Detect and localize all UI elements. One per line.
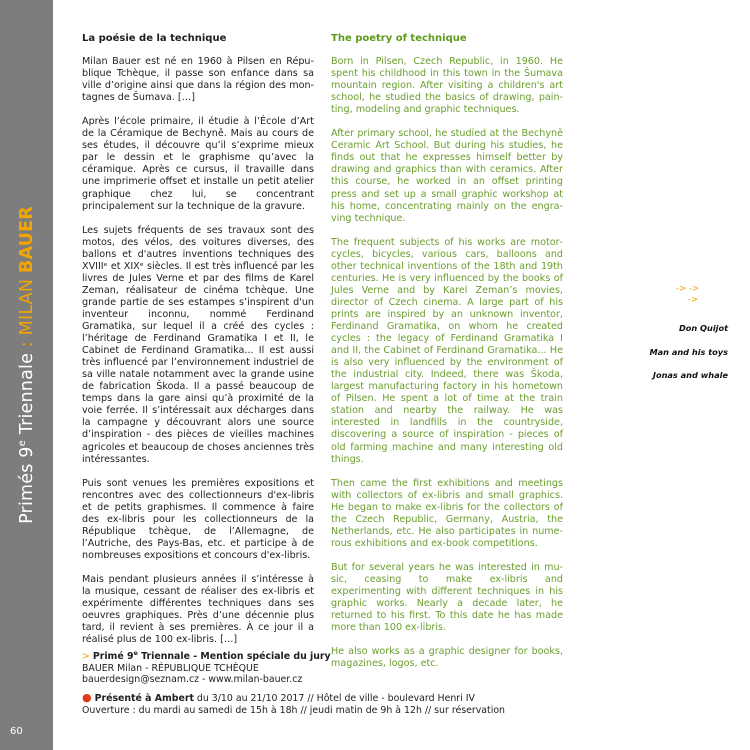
award-text: Triennale - Mention spéciale du jury bbox=[137, 651, 331, 663]
english-title: The poetry of technique bbox=[331, 33, 467, 44]
arrow-marker: -> -> bbox=[676, 284, 700, 294]
hours-line: Ouverture : du mardi au samedi de 15h à 18h // jeudi matin de 9h à 12h // sur réservation bbox=[82, 704, 505, 716]
award-marker: > bbox=[82, 651, 90, 663]
award-prefix: Primé 9 bbox=[92, 651, 134, 663]
award-line bbox=[82, 648, 702, 663]
work-title: Jonas and whale bbox=[652, 370, 728, 380]
french-paragraph: Mais pendant plusieurs années il s’intéresse à la musique, cessant de réaliser des ex-libris et expérimente différentes techniques dans ses oeuvres graphiques. Près d’une décennie plus tard, il revient à ses premières. À ce jour il a réalisé plus de 100 ex-libris. […] bbox=[82, 574, 314, 646]
presented-line bbox=[82, 692, 702, 705]
page-number: 60 bbox=[10, 726, 23, 737]
english-paragraph: He also works as a graphic designer for books, magazines, logos, etc. bbox=[331, 646, 563, 670]
french-paragraph: Milan Bauer est né en 1960 à Pilsen en République Tchèque, il passe son enfance dans sa ville d’origine ainsi que dans la région des montagnes de Šumava. […] bbox=[82, 56, 314, 104]
contact-line[interactable]: bauerdesign@seznam.cz - www.milan-bauer.cz bbox=[82, 674, 303, 686]
award-sup: e bbox=[133, 649, 138, 657]
work-title: Don Quijot bbox=[678, 323, 728, 333]
work-title: Man and his toys bbox=[649, 346, 728, 357]
english-paragraph: Born in Pilsen, Czech Republic, in 1960. He spent his childhood in this town in the Šumava mountain region. After visiting a children's art school, he studied the basics of drawing, painting, modeling and graphic techniques. bbox=[331, 56, 563, 116]
english-paragraph: Then came the first exhibitions and meetings with collectors of ex-libris and small graphics. He began to make ex-libris for the collectors of the Czech Republic, Germany, Austria, the Netherlands, etc. He also participates in numerous exhibitions and ex-book competitions. bbox=[331, 477, 563, 549]
presented-label: Présenté à Ambert bbox=[94, 692, 194, 704]
sidebar-title bbox=[17, 206, 37, 524]
sidebar-title-separator: : bbox=[17, 335, 37, 353]
footer bbox=[82, 648, 702, 716]
sidebar-artist-first: MILAN bbox=[17, 278, 37, 336]
sidebar bbox=[0, 0, 53, 750]
english-paragraph: But for several years he was interested in music, ceasing to make ex-libris and experimenting with different techniques in his graphic works. Nearly a decade later, he returned to his first. To this date he has made more than 100 ex-libris. bbox=[331, 561, 563, 634]
sidebar-title-sup: e bbox=[17, 440, 29, 447]
english-paragraph: After primary school, he studied at the Bechyně Ceramic Art School. But during his studies, he finds out that he expresses himself better by drawing and graphics than with ceramics. After this course, he worked in an offset printing press and set up a small graphic workshop at his home, concentrating mainly on the engraving technique. bbox=[331, 128, 563, 224]
bullet-icon: ● bbox=[82, 690, 92, 704]
arrow-markers bbox=[676, 284, 699, 306]
artist-line: BAUER Milan - RÉPUBLIQUE TCHÈQUE bbox=[82, 662, 259, 674]
sidebar-title-prefix: Primés 9 bbox=[17, 446, 37, 524]
presented-details: du 3/10 au 21/10 2017 // Hôtel de ville - boulevard Henri IV bbox=[193, 692, 475, 704]
french-paragraph: Puis sont venues les premières expositions et rencontres avec des collectionneurs d'ex-libris et de petits graphismes. Il commence à faire des ex-libris pour les collectionneurs de la République tchèque, de l’Allemagne, de l’Autriche, des Pays-Bas, etc. et participe à de nombreuses expositions et concours d'ex-libris. bbox=[82, 477, 314, 561]
french-paragraph: Après l’école primaire, il étudie à l’École d’Art de la Céramique de Bechyně. Mais au cours de ses études, il découvre qu’il s’exprime mieux par le dessin et le graphisme qu’avec la céramique. Après ce cursus, il travaille dans une imprimerie offset et installe un petit atelier graphique chez lui, se concentrant principalement sur la technique de la gravure. bbox=[82, 116, 314, 212]
arrow-marker: -> bbox=[688, 295, 699, 305]
french-paragraph: Les sujets fréquents de ses travaux sont des motos, des vélos, des voitures diverses, des ballons et d'autres inventions techniques des XVIIIᵉ et XIXᵉ siècles. Il est très influencé par les livres de Jules Verne et par des films de Karel Zeman, réalisateur de cinéma tchèque. Une grande partie de ses estampes s’inspirent d'un inventeur inconnu, nommé Ferdinand Gramatika, sur lequel il a créé des cycles : l’héritage de Ferdinand Gramatika I et II, le Cabinet de Ferdinand Gramatika... Il est aussi très influencé par l’environnement industriel de sa ville natale notamment avec la grande usine de fabrication Škoda. Il a passé beaucoup de temps dans la gare ainsi qu’à proximité de la voie ferrée. Il s’intéressait aux décharges dans la campagne y découvrant alors une source d’inspiration - des pièces de vieilles machines agricoles et beaucoup de choses anciennes très intéressantes. bbox=[82, 224, 314, 465]
english-column bbox=[331, 33, 563, 682]
works-list bbox=[649, 323, 728, 394]
sidebar-title-triennale: Triennale bbox=[17, 352, 37, 441]
english-paragraph: The frequent subjects of his works are motorcycles, bicycles, various cars, balloons and other technical inventions of the 18th and 19th centuries. He is very influenced by the books of Jules Verne and by Karel Zeman’s movies, director of Czech cinema. A large part of his prints are inspired by an unknown inventor, Ferdinand Gramatika, on whom he created cycles : the legacy of Ferdinand Gramatika I and II, the Cabinet of Ferdinand Gramatika... He is also very influenced by the environment of the industrial city. Indeed, there was Škoda, largest manufacturing factory in his hometown of Pilsen. He spent a lot of time at the train station and nearby the railway. He was interested in landfills in the countryside, discovering a source of inspiration - pieces of old farming machine and many interesting old things. bbox=[331, 236, 563, 465]
sidebar-artist-last: BAUER bbox=[17, 206, 37, 274]
french-column bbox=[82, 33, 314, 658]
french-title: La poésie de la technique bbox=[82, 33, 227, 44]
